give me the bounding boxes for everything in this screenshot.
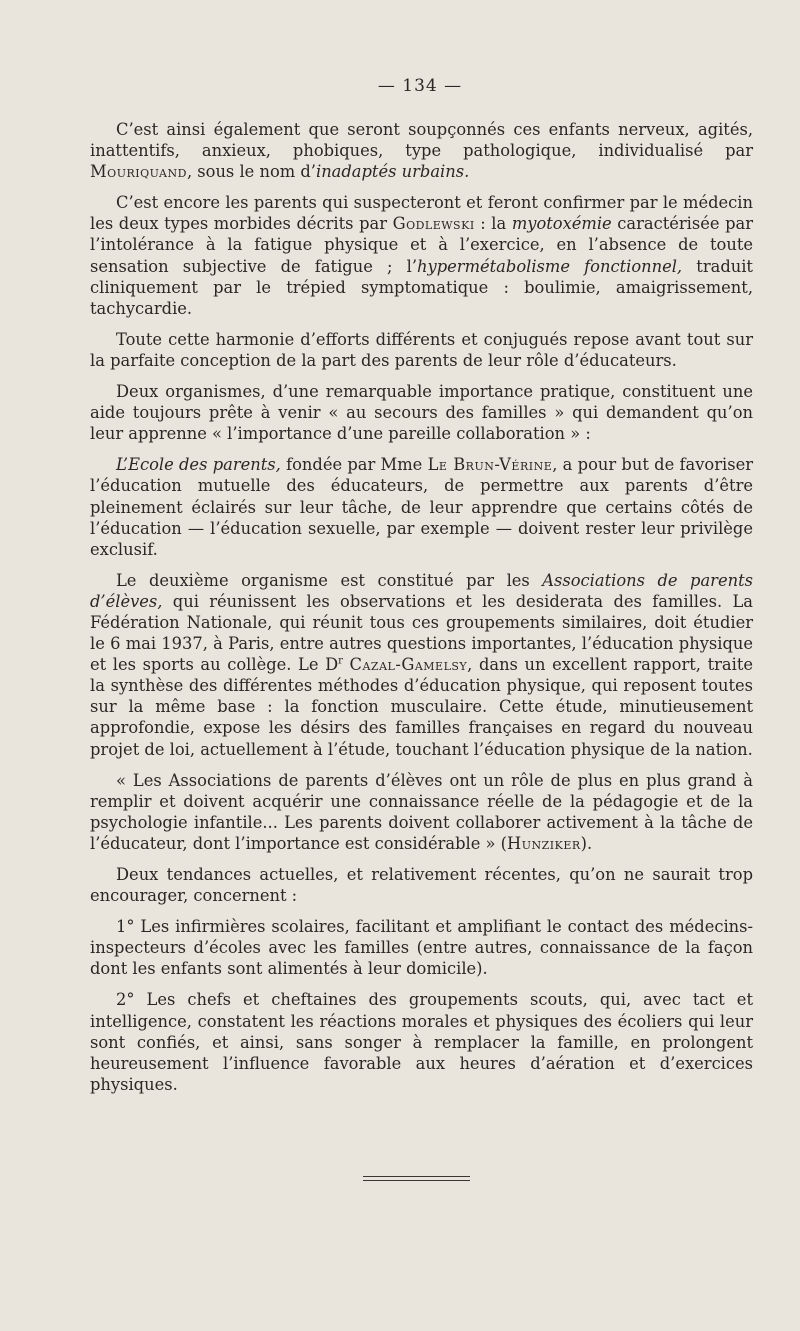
author-name: Cazal-Gamelsy [349, 655, 468, 675]
body-text [90, 119, 753, 1105]
paragraph-10: 2° Les chefs et cheftaines des groupements scouts, qui, avec tact et intelligence, constatent les réactions morales et physiques des écoliers qui leur sont confiés, et ainsi, sans songer à remplacer la famille, en prolongent heureusement l’influence favorable aux heures d’aération et d’exercices physiques. [90, 990, 753, 1094]
paragraph-7-text: ). [580, 833, 593, 853]
end-rule-divider [363, 1176, 470, 1181]
paragraph-6-text: Le deuxième organisme est constitué par les [116, 570, 543, 590]
paragraph-2 [90, 192, 753, 319]
paragraph-5 [90, 454, 753, 559]
author-name: Godlewski [392, 214, 475, 234]
paragraph-7 [90, 770, 753, 854]
paragraph-2-text: traduit cliniquement par le trépied symptomatique : boulimie, amaigrissement, tachycardie. [90, 256, 753, 318]
italic-title: Associations de parents d’élèves, [90, 570, 753, 611]
author-name: Hunziker [507, 833, 581, 853]
paragraph-4: Deux organismes, d’une remarquable importance pratique, constituent une aide toujours prête à venir « au secours des familles » qui demandent qu’on leur apprenne « l’importance d’une pareille collaboration » : [90, 382, 753, 444]
italic-title: L’Ecole des parents, [116, 455, 281, 475]
author-name: Le Brun-Vérine [427, 455, 553, 475]
paragraph-2-text: : la [474, 214, 512, 234]
paragraph-1-text: , sous le nom d’ [186, 162, 316, 182]
paragraph-7-text: « Les Associations de parents d’élèves ont un rôle de plus en plus grand à remplir et doivent acquérir une connaissance réelle de la pédagogie et de la psychologie infantile... Les parents doivent collaborer activement à la tâche de l’éducateur, dont l’importance est considérable » ( [90, 770, 753, 853]
paragraph-9: 1° Les infirmières scolaires, facilitant et amplifiant le contact des médecins-inspecteurs d’écoles avec les familles (entre autres, connaissance de la façon dont les enfants sont alimentés à leur domicile). [90, 917, 753, 979]
italic-term: myotoxémie [511, 214, 612, 234]
italic-term: hypermétabolisme fonctionnel, [417, 256, 683, 276]
paragraph-2-text: caractérisée par l’intolérance à la fatigue physique et à l’exercice, en l’absence de toute sensation subjective de fatigue ; l’ [90, 214, 753, 276]
paragraph-6 [90, 570, 753, 760]
paragraph-1-text: C’est ainsi également que seront soupçonnés ces enfants nerveux, agités, inattentifs, anxieux, phobiques, type pathologique, individualisé par [90, 120, 753, 161]
author-name: Mouriquand [90, 162, 187, 182]
paragraph-2-text: C’est encore les parents qui suspecteront et feront confirmer par le médecin les deux types morbides décrits par [90, 193, 753, 234]
italic-term: inadaptés urbains. [315, 162, 470, 182]
paragraph-8: Deux tendances actuelles, et relativement récentes, qu’on ne saurait trop encourager, concernent : [90, 865, 753, 906]
paragraph-1 [90, 119, 753, 182]
paragraph-6-text: , dans un excellent rapport, traite la synthèse des différentes méthodes d’éducation physique, qui reposent toutes sur la même base : la fonction musculaire. Cette étude, minutieusement approfondie, expose les désirs des familles françaises en regard du nouveau projet de loi, actuellement à l’étude, touchant l’éducation physique de la nation. [90, 655, 753, 759]
paragraph-6-text: qui réunissent les observations et les desiderata des familles. La Fédération Nationale, qui réunit tous ces groupements similaires, doit étudier le 6 mai 1937, à Paris, entre autres questions importantes, l’éducation physique et les sports au collège. Le D [90, 591, 753, 675]
paragraph-5-text: fondée par Mme [280, 455, 428, 475]
paragraph-5-text: , a pour but de favoriser l’éducation mutuelle des éducateurs, de permettre aux parents d’être pleinement éclairés sur leur tâche, de leur apprendre que certains côtés de l’éducation — l’éducation sexuelle, par exemple — doivent rester leur privilège exclusif. [90, 455, 753, 559]
page-number: — 134 — [377, 76, 463, 96]
paragraph-3: Toute cette harmonie d’efforts différents et conjugués repose avant tout sur la parfaite conception de la part des parents de leur rôle d’éducateurs. [90, 329, 753, 370]
superscript: r [338, 655, 343, 667]
